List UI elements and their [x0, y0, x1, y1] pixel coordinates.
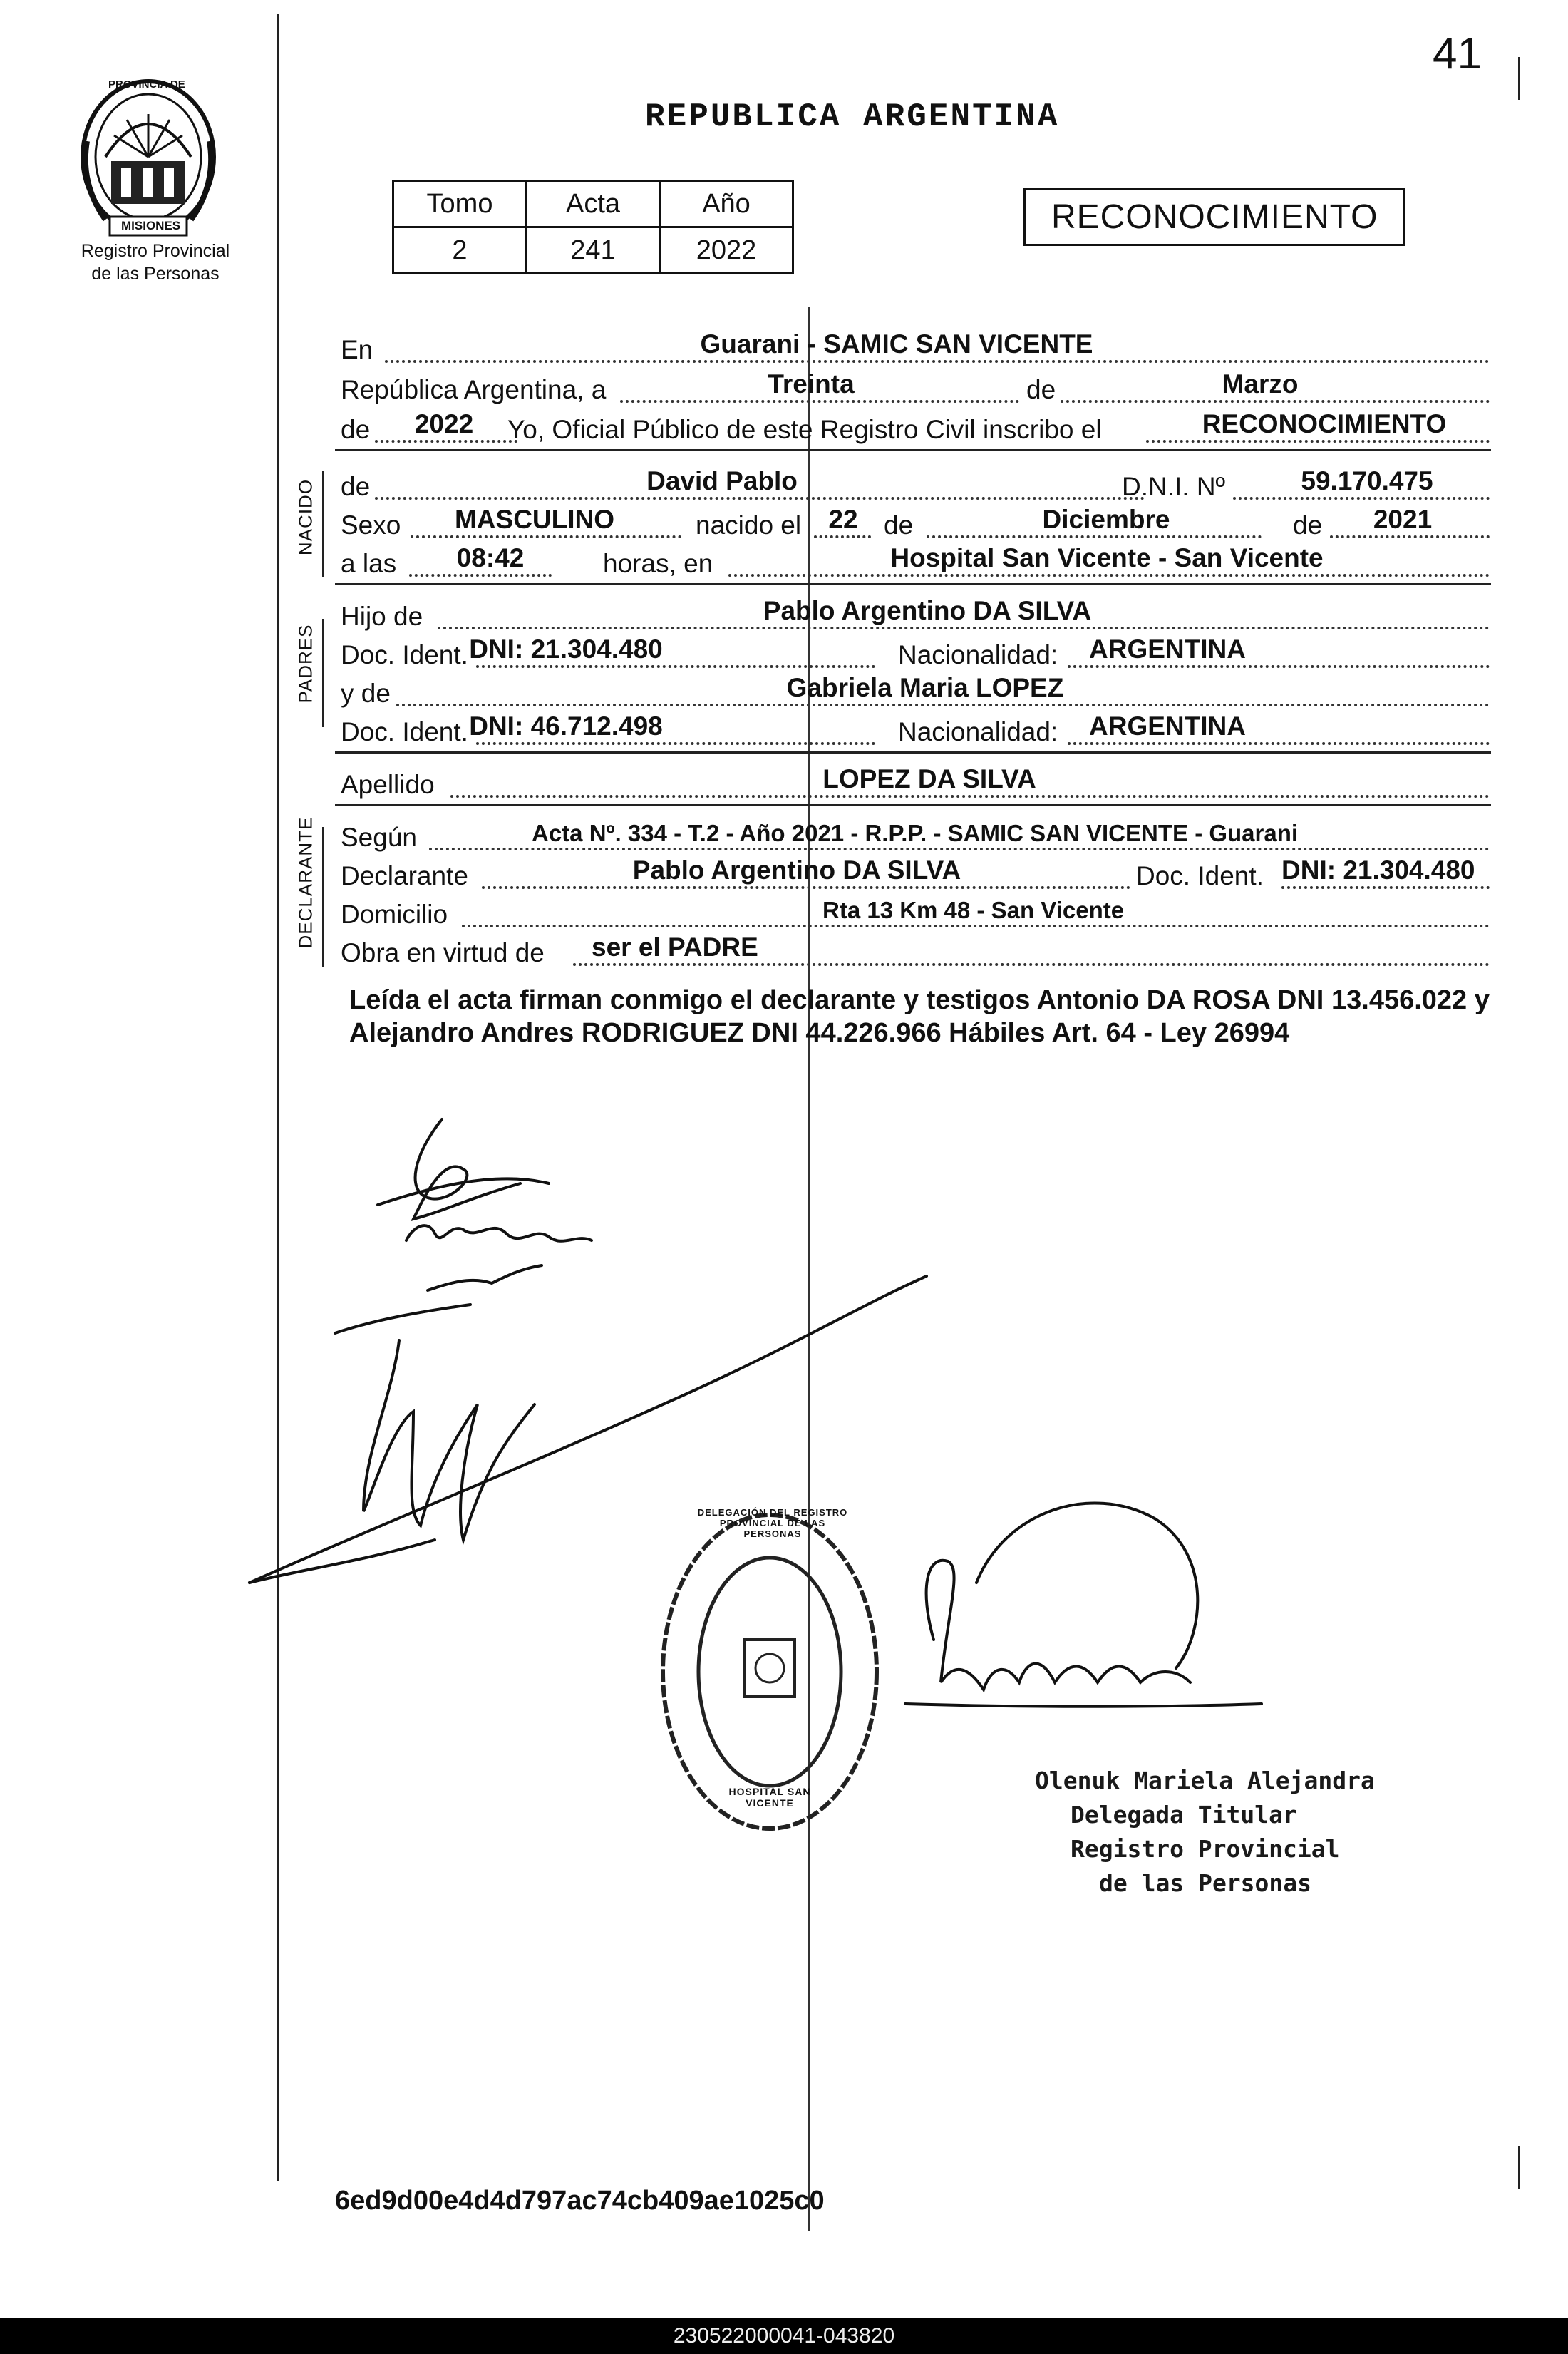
value-birth-place: Hospital San Vicente - San Vicente [890, 543, 1324, 572]
official-signatory-block [1035, 1764, 1375, 1901]
label-de-3: de [884, 510, 914, 540]
dotted-leader [728, 574, 1490, 577]
value-inscribo: RECONOCIMIENTO [1202, 409, 1447, 438]
signature-mark-9 [927, 1561, 1190, 1690]
value-domicilio: Rta 13 Km 48 - San Vicente [822, 897, 1125, 923]
row-name [341, 466, 1490, 505]
official-name: Olenuk Mariela Alejandra [1035, 1767, 1375, 1794]
document-hash: 6ed9d00e4d4d797ac74cb409ae1025c0 [335, 2186, 825, 2216]
label-nacido-el: nacido el [696, 510, 802, 540]
country-title: REPUBLICA ARGENTINA [645, 98, 1060, 135]
seal-caption-2: de las Personas [91, 264, 220, 284]
dotted-leader [396, 704, 1490, 706]
value-birth-day: 22 [828, 505, 858, 534]
value-mother-nationality: ARGENTINA [1089, 711, 1246, 741]
row-obra [341, 932, 1490, 971]
dotted-leader [429, 848, 1490, 850]
section-divider [335, 804, 1491, 806]
label-declarante: Declarante [341, 861, 468, 890]
value-year: 2022 [414, 409, 474, 438]
row-father [341, 596, 1490, 634]
stamp-ring-text: DELEGACIÓN DEL REGISTRO PROVINCIAL DE LAS PERSONAS [697, 1507, 848, 1539]
section-label-padres: PADRES [294, 624, 316, 704]
row-segun [341, 817, 1490, 855]
section-divider [335, 751, 1491, 754]
label-de-1: de [1026, 375, 1056, 404]
footer-bar [0, 2318, 1568, 2354]
label-doc-ident-3: Doc. Ident. [1136, 861, 1264, 890]
signature-mark-4 [428, 1265, 542, 1290]
official-role: Delegada Titular [1071, 1801, 1297, 1829]
dotted-leader [1068, 742, 1490, 745]
section-label-declarante: DECLARANTE [294, 816, 316, 949]
label-horas-en: horas, en [603, 549, 713, 578]
header-acta: Acta [527, 181, 660, 227]
official-office-1: Registro Provincial [1071, 1835, 1340, 1863]
value-day: Treinta [768, 369, 855, 399]
page-number: 41 [1433, 29, 1482, 78]
row-en [341, 329, 1490, 368]
act-type-box: RECONOCIMIENTO [1023, 188, 1405, 246]
value-child-dni: 59.170.475 [1301, 466, 1433, 495]
value-apellido: LOPEZ DA SILVA [822, 764, 1036, 793]
row-domicilio [341, 894, 1490, 932]
declarante-bracket [322, 827, 324, 967]
header-ano: Año [660, 181, 793, 227]
right-margin-rule [1518, 57, 1520, 100]
nacido-bracket [322, 471, 324, 577]
row-year [341, 409, 1490, 448]
row-father-doc [341, 634, 1490, 673]
official-round-stamp [656, 1504, 884, 1839]
signature-mark-5 [335, 1305, 470, 1333]
value-birth-month: Diciembre [1042, 505, 1170, 534]
value-father-nationality: ARGENTINA [1089, 634, 1246, 664]
label-republica: República Argentina, a [341, 375, 607, 404]
signature-mark-1 [413, 1119, 520, 1219]
value-mother-doc: DNI: 46.712.498 [469, 711, 663, 741]
value-birth-year: 2021 [1373, 505, 1433, 534]
label-nacionalidad-2: Nacionalidad: [898, 717, 1058, 746]
signature-mark-8 [249, 1540, 435, 1583]
dotted-leader [573, 963, 1490, 966]
dotted-leader [1233, 497, 1490, 500]
label-doc-ident-2: Doc. Ident. [341, 717, 468, 746]
label-doc-ident-1: Doc. Ident. [341, 640, 468, 669]
seal-caption-1: Registro Provincial [81, 241, 230, 261]
dotted-leader [411, 535, 681, 538]
label-yo-oficial: Yo, Oficial Público de este Registro Civil inscribo el [507, 415, 1102, 444]
value-segun: Acta Nº. 334 - T.2 - Año 2021 - R.P.P. - SAMIC SAN VICENTE - Guarani [532, 820, 1299, 846]
dotted-leader [385, 360, 1490, 363]
section-label-nacido: NACIDO [294, 478, 316, 556]
label-sexo: Sexo [341, 510, 401, 540]
dotted-leader [814, 535, 871, 538]
label-a-las: a las [341, 549, 397, 578]
dotted-leader [409, 574, 552, 577]
value-tomo: 2 [393, 227, 527, 274]
value-mother-name: Gabriela Maria LOPEZ [786, 673, 1064, 702]
row-apellido [341, 764, 1490, 803]
padres-bracket [322, 619, 324, 727]
row-mother-doc [341, 711, 1490, 750]
dotted-leader [476, 742, 875, 745]
label-dni: D.N.I. Nº [1122, 472, 1226, 501]
value-place-of-registration: Guarani - SAMIC SAN VICENTE [700, 329, 1093, 359]
dotted-leader [1068, 665, 1490, 668]
right-margin-rule-lower [1518, 2146, 1520, 2189]
row-date [341, 369, 1490, 408]
label-segun: Según [341, 823, 417, 852]
row-declarante [341, 855, 1490, 894]
value-declarante-doc: DNI: 21.304.480 [1281, 855, 1475, 885]
row-time-place [341, 543, 1490, 582]
closing-statement: Leída el acta firman conmigo el declarante y testigos Antonio DA ROSA DNI 13.456.022 y Alejandro Andres RODRIGUEZ DNI 44.226.966 Hábiles Art. 64 - Ley 26994 [349, 985, 1490, 1048]
provincial-seal [77, 77, 220, 241]
label-apellido: Apellido [341, 770, 435, 799]
signature-mark-10 [976, 1503, 1197, 1668]
dotted-leader [375, 440, 517, 443]
row-sex-birth [341, 505, 1490, 543]
seal-top-text: PROVINCIA DE [108, 78, 185, 91]
section-divider [335, 583, 1491, 585]
dotted-leader [476, 665, 875, 668]
footer-document-id: 230522000041-043820 [673, 2324, 895, 2348]
signature-mark-6 [363, 1340, 535, 1540]
dotted-leader [438, 627, 1490, 629]
dotted-leader [1146, 440, 1490, 443]
value-birth-time: 08:42 [456, 543, 525, 572]
signature-mark-11 [905, 1704, 1262, 1707]
label-domicilio: Domicilio [341, 900, 448, 929]
value-father-name: Pablo Argentino DA SILVA [763, 596, 1092, 625]
official-office-2: de las Personas [1099, 1869, 1312, 1897]
dotted-leader [482, 886, 1130, 889]
signature-mark-3 [406, 1225, 592, 1241]
value-month: Marzo [1222, 369, 1299, 399]
value-declarante: Pablo Argentino DA SILVA [632, 855, 961, 885]
value-ano: 2022 [660, 227, 793, 274]
label-hijo-de: Hijo de [341, 602, 423, 631]
label-y-de: y de [341, 679, 391, 708]
value-child-name: David Pablo [646, 466, 798, 495]
value-acta: 241 [527, 227, 660, 274]
header-tomo: Tomo [393, 181, 527, 227]
dotted-leader [1281, 886, 1490, 889]
dotted-leader [462, 925, 1490, 927]
label-en: En [341, 335, 373, 364]
stamp-inner-text: HOSPITAL SAN VICENTE [728, 1786, 811, 1809]
label-obra-en-virtud: Obra en virtud de [341, 938, 545, 967]
value-obra: ser el PADRE [592, 932, 758, 962]
row-mother [341, 673, 1490, 711]
register-table [392, 180, 794, 274]
section-divider [335, 449, 1491, 451]
dotted-leader [927, 535, 1262, 538]
seal-bottom-text: MISIONES [121, 219, 181, 232]
value-sex: MASCULINO [454, 505, 615, 534]
dotted-leader [375, 497, 1145, 500]
misiones-coat-of-arms-icon [77, 77, 220, 241]
value-father-doc: DNI: 21.304.480 [469, 634, 663, 664]
label-de-2: de [341, 415, 371, 444]
label-de-4: de [1293, 510, 1323, 540]
dotted-leader [450, 795, 1490, 798]
label-nacionalidad-1: Nacionalidad: [898, 640, 1058, 669]
dotted-leader [620, 400, 1019, 403]
label-de-name: de [341, 472, 371, 501]
dotted-leader [1330, 535, 1490, 538]
dotted-leader [1061, 400, 1490, 403]
